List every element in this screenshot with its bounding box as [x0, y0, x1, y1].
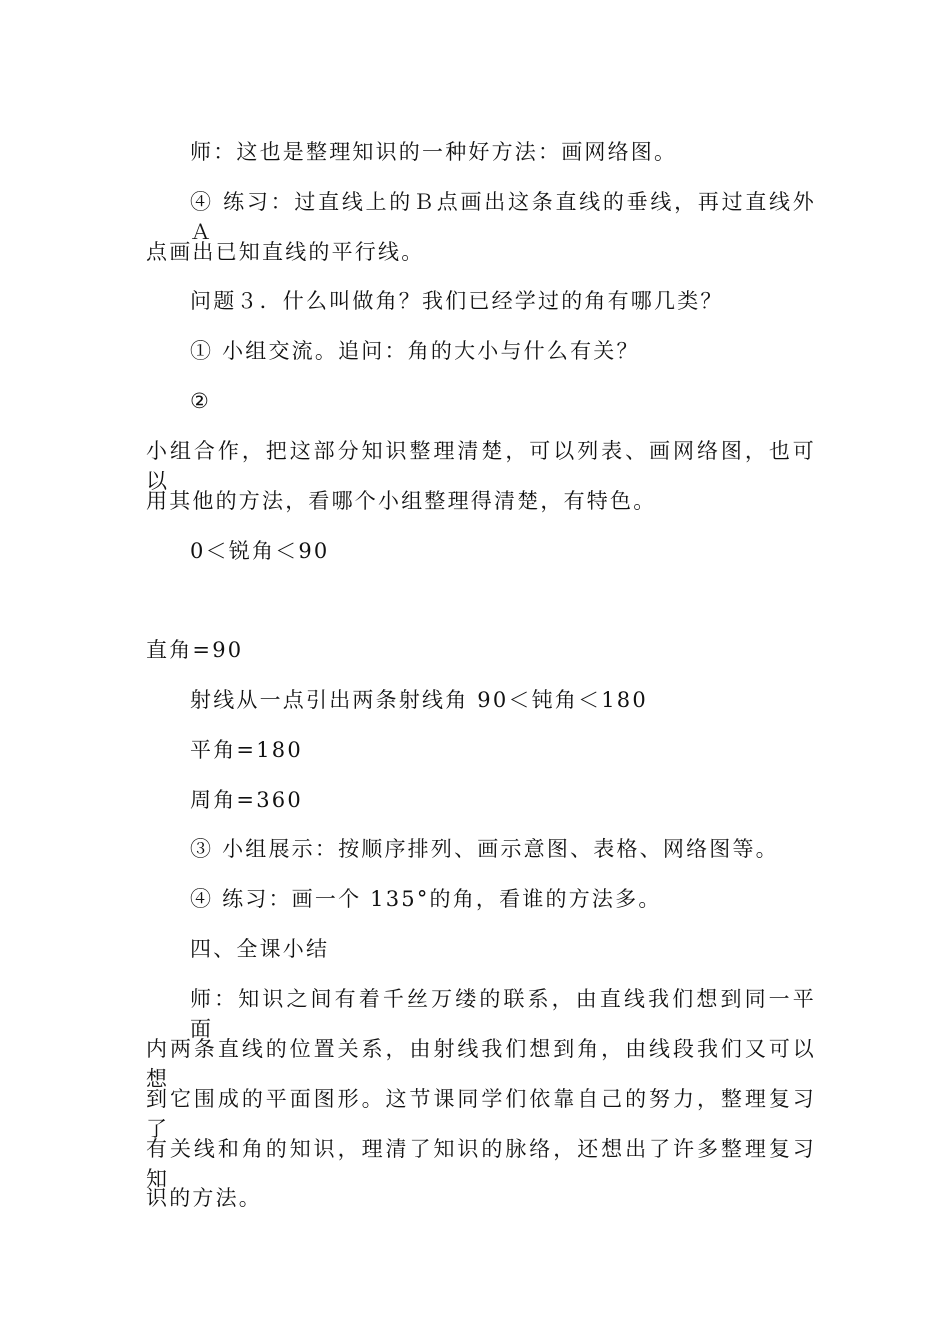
paragraph-line: 到它围成的平面图形。这节课同学们依靠自己的努力，整理复习了 [146, 1087, 816, 1141]
paragraph-line: 直角=90 [146, 638, 244, 662]
paragraph-line: 点画出已知直线的平行线。 [146, 240, 425, 264]
paragraph-line: ④ 练习：过直线上的Ｂ点画出这条直线的垂线，再过直线外Ａ [190, 190, 816, 244]
section-heading: 四、全课小结 [190, 937, 330, 961]
paragraph-line: 射线从一点引出两条射线角 90＜钝角＜180 [190, 688, 648, 712]
paragraph-line: 用其他的方法，看哪个小组整理得清楚，有特色。 [146, 489, 657, 513]
paragraph-line: 0＜锐角＜90 [190, 539, 330, 563]
paragraph-line: ④ 练习：画一个 135°的角，看谁的方法多。 [190, 887, 662, 911]
paragraph-line: ① 小组交流。追问：角的大小与什么有关？ [190, 339, 640, 363]
paragraph-line: 有关线和角的知识，理清了知识的脉络，还想出了许多整理复习知 [146, 1137, 816, 1191]
paragraph-line: 问题３．什么叫做角？我们已经学过的角有哪几类？ [190, 289, 724, 313]
paragraph-line: 内两条直线的位置关系，由射线我们想到角，由线段我们又可以想 [146, 1037, 816, 1091]
paragraph-line: 识的方法。 [146, 1186, 262, 1210]
paragraph-line: 小组合作，把这部分知识整理清楚，可以列表、画网络图，也可以 [146, 439, 816, 493]
paragraph-line: ③ 小组展示：按顺序排列、画示意图、表格、网络图等。 [190, 837, 779, 861]
paragraph-line: 师：知识之间有着千丝万缕的联系，由直线我们想到同一平面 [190, 987, 816, 1041]
paragraph-line: 周角=360 [190, 788, 303, 812]
paragraph-line: 平角=180 [190, 738, 303, 762]
paragraph-line: 师：这也是整理知识的一种好方法：画网络图。 [190, 140, 678, 164]
paragraph-line: ② [190, 389, 212, 413]
